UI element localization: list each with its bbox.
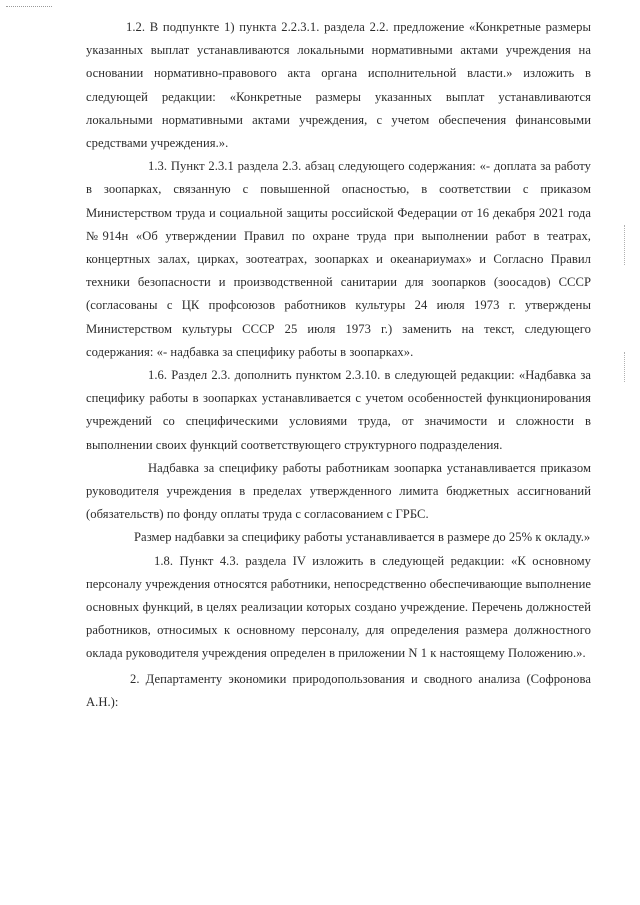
document-body bbox=[86, 16, 591, 714]
paragraph-1-3: 1.3. Пункт 2.3.1 раздела 2.3. абзац следующего содержания: «- доплата за работу в зоопарках, связанную с повышенной опасностью, в соответствии с приказом Министерством труда и социальной защиты российской Федерации от 16 декабря 2021 года №914н «Об утверждении Правил по охране труда при выполнении работ в театрах, концертных залах, цирках, зоотеатрах, зоопарках и океанариумах» и Согласно Правил техники безопасности и производственной санитарии для зоопарков (зоосадов) СССР (согласованы с ЦК профсоюзов работников культуры 24 июля 1973 г. утверждены Министерством культуры СССР 25 июля 1973 г.) заменить на текст, следующего содержания: «- надбавка за специфику работы в зоопарках». bbox=[86, 159, 591, 359]
scan-margin-dots bbox=[624, 352, 626, 382]
paragraph-1-8: 1.8. Пункт 4.3. раздела IV изложить в следующей редакции: «К основному персоналу учреждения относятся работники, непосредственно обеспечивающие выполнение основных функций, в целях реализации которых создано учреждение. Перечень должностей работников, относимых к основному персоналу, для определения размера должностного оклада руководителя учреждения определен в приложении N 1 к настоящему Положению.». bbox=[86, 553, 591, 661]
paragraph-1-2: 1.2. В подпункте 1) пункта 2.2.3.1. раздела 2.2. предложение «Конкретные размеры указанных выплат устанавливаются локальными нормативными актами учреждения на основании нормативно-правового акта органа исполнительной власти.» изложить в следующей редакции: «Конкретные размеры указанных выплат устанавливаются локальными нормативными актами учреждения, с учетом обеспечения финансовыми средствами учреждения.». bbox=[86, 20, 591, 151]
paragraph-allowance-size: Размер надбавки за специфику работы устанавливается в размере до 25% к окладу.» bbox=[134, 530, 591, 545]
scan-margin-dots bbox=[624, 225, 626, 265]
paragraph-2: 2. Департаменту экономики природопользования и сводного анализа (Софронова А.Н.): bbox=[86, 671, 591, 709]
paragraph-allowance-order: Надбавка за специфику работы работникам зоопарка устанавливается приказом руководителя учреждения в пределах утвержденного лимита бюджетных ассигнований (обязательств) по фонду оплаты труда с согласованием с ГРБС. bbox=[86, 460, 591, 522]
paragraph-1-6: 1.6. Раздел 2.3. дополнить пунктом 2.3.10. в следующей редакции: «Надбавка за специфику работы в зоопарках устанавливается с учетом особенностей функционирования учреждений со специфическими условиями труда, от значимости и сложности в выполнении своих функций соответствующего структурного подразделения. bbox=[86, 368, 591, 452]
scan-artifact-line bbox=[6, 6, 52, 10]
